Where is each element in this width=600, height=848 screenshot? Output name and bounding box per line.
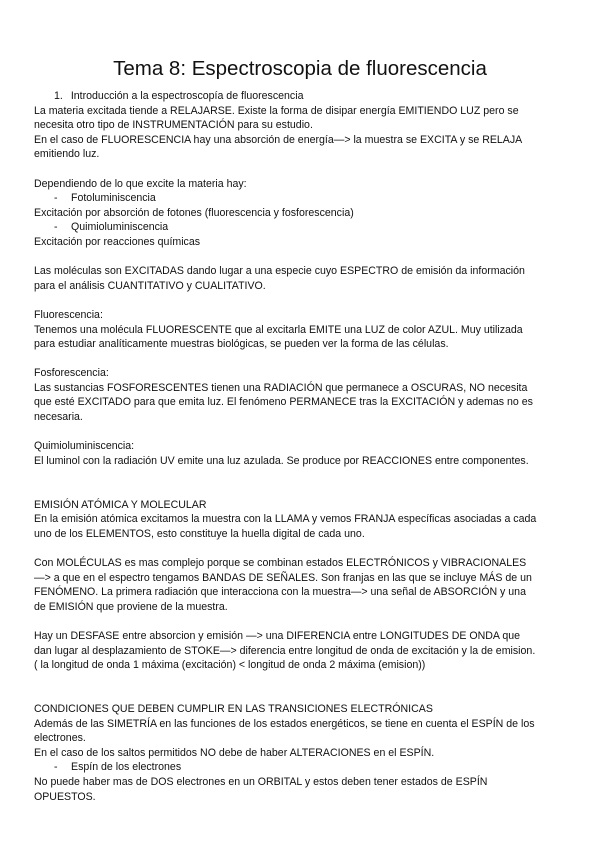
paragraph-line: —> a que en el espectro tengamos BANDAS DE SEÑALES. Son franjas en las que se incluye MÁS de un	[34, 571, 532, 584]
spacer	[34, 250, 566, 265]
spacer	[34, 352, 566, 367]
subsection-label-fosforescencia: Fosforescencia:	[34, 367, 109, 380]
section-heading-emision: EMISIÓN ATÓMICA Y MOLECULAR	[34, 498, 207, 511]
spacer	[34, 483, 566, 498]
spacer	[34, 162, 566, 177]
bullet-label: Quimioluminiscencia	[71, 221, 169, 234]
paragraph-line: uno de los ELEMENTOS, esto constituye la huella digital de cada uno.	[34, 527, 365, 540]
paragraph-line: necesita otro tipo de INSTRUMENTACIÓN para su estudio.	[34, 119, 313, 132]
paragraph-line: Tenemos una molécula FLUORESCENTE que al excitarla EMITE una LUZ de color AZUL. Muy utilizada	[34, 323, 523, 336]
spacer	[34, 673, 566, 688]
paragraph-line: de EMISIÓN que proviene de la muestra.	[34, 600, 228, 613]
paragraph-line: En el caso de los saltos permitidos NO debe de haber ALTERACIONES en el ESPÍN.	[34, 746, 435, 759]
page-title: Tema 8: Espectroscopia de fluorescencia	[113, 57, 487, 80]
section-heading-introduccion	[34, 89, 566, 104]
paragraph-line: para el análisis CUANTITATIVO y CUALITATIVO.	[34, 279, 266, 292]
bullet-item-fotoluminiscencia	[34, 191, 566, 206]
bullet-dash: -	[54, 761, 58, 774]
paragraph-line: En la emisión atómica excitamos la muestra con la LLAMA y vemos FRANJA específicas asociadas a cada	[34, 513, 537, 526]
paragraph-line: Con MOLÉCULAS es mas complejo porque se combinan estados ELECTRÓNICOS y VIBRACIONALES	[34, 557, 527, 569]
paragraph-line: En el caso de FLUORESCENCIA hay una absorción de energía—> la muestra se EXCITA y se RELAJA	[34, 133, 523, 146]
section-number: 1.	[54, 90, 63, 102]
spacer	[34, 687, 566, 702]
paragraph-line: No puede haber mas de DOS electrones en un ORBITAL y estos deben tener estados de ESPÍN	[34, 775, 488, 788]
paragraph-line: dan lugar al desplazamiento de STOKE—> diferencia entre longitud de onda de excitación y la de emision.	[34, 644, 536, 657]
subsection-label-quimioluminiscencia: Quimioluminiscencia:	[34, 440, 135, 453]
document-body	[34, 89, 566, 804]
paragraph-line: La materia excitada tiende a RELAJARSE. Existe la forma de disipar energía EMITIENDO LUZ pero se	[34, 104, 519, 117]
bullet-dash: -	[54, 192, 58, 205]
bullet-item-quimioluminiscencia	[34, 220, 566, 235]
paragraph-line: Hay un DESFASE entre absorcion y emisión —> una DIFERENCIA entre LONGITUDES DE ONDA que	[34, 629, 521, 642]
paragraph-line: emitiendo luz.	[34, 148, 100, 161]
spacer	[34, 293, 566, 308]
bullet-label: Fotoluminiscencia	[71, 192, 156, 205]
paragraph-line: Además de las SIMETRÍA en las funciones de los estados energéticos, se tiene en cuenta el ESPÍN de los	[34, 717, 535, 730]
paragraph-line: que esté EXCITADO para que emita luz. El fenómeno PERMANECE tras la EXCITACIÓN y ademas no es	[34, 396, 533, 409]
bullet-dash: -	[54, 221, 58, 234]
paragraph-line: necesaria.	[34, 411, 83, 424]
paragraph-line: Las moléculas son EXCITADAS dando lugar a una especie cuyo ESPECTRO de emisión da información	[34, 265, 525, 278]
paragraph-line: Las sustancias FOSFORESCENTES tienen una RADIACIÓN que permanece a OSCURAS, NO necesita	[34, 381, 528, 394]
bullet-label: Espín de los electrones	[71, 761, 182, 774]
spacer	[34, 425, 566, 440]
spacer	[34, 468, 566, 483]
subsection-label-fluorescencia: Fluorescencia:	[34, 308, 103, 321]
paragraph-line: para estudiar analíticamente muestras biológicas, se pueden ver la forma de las células.	[34, 338, 449, 351]
section-heading-condiciones: CONDICIONES QUE DEBEN CUMPLIR EN LAS TRANSICIONES ELECTRÓNICAS	[34, 702, 433, 715]
paragraph-line: El luminol con la radiación UV emite una luz azulada. Se produce por REACCIONES entre componentes.	[34, 454, 529, 467]
paragraph-line: Excitación por absorción de fotones (fluorescencia y fosforescencia)	[34, 206, 354, 219]
section-title: Introducción a la espectroscopía de fluorescencia	[70, 90, 304, 102]
spacer	[34, 541, 566, 556]
bullet-item-espin	[34, 760, 566, 775]
paragraph-line: electrones.	[34, 732, 86, 745]
paragraph-line: ( la longitud de onda 1 máxima (excitación) < longitud de onda 2 máxima (emision))	[34, 659, 426, 672]
paragraph-line: OPUESTOS.	[34, 790, 96, 803]
paragraph-line: Excitación por reacciones químicas	[34, 235, 201, 248]
spacer	[34, 614, 566, 629]
paragraph-line: FENÓMENO. La primera radiación que interacciona con la muestra—> una señal de ABSORCIÓN y una	[34, 586, 526, 599]
paragraph-line: Dependiendo de lo que excite la materia hay:	[34, 177, 247, 190]
